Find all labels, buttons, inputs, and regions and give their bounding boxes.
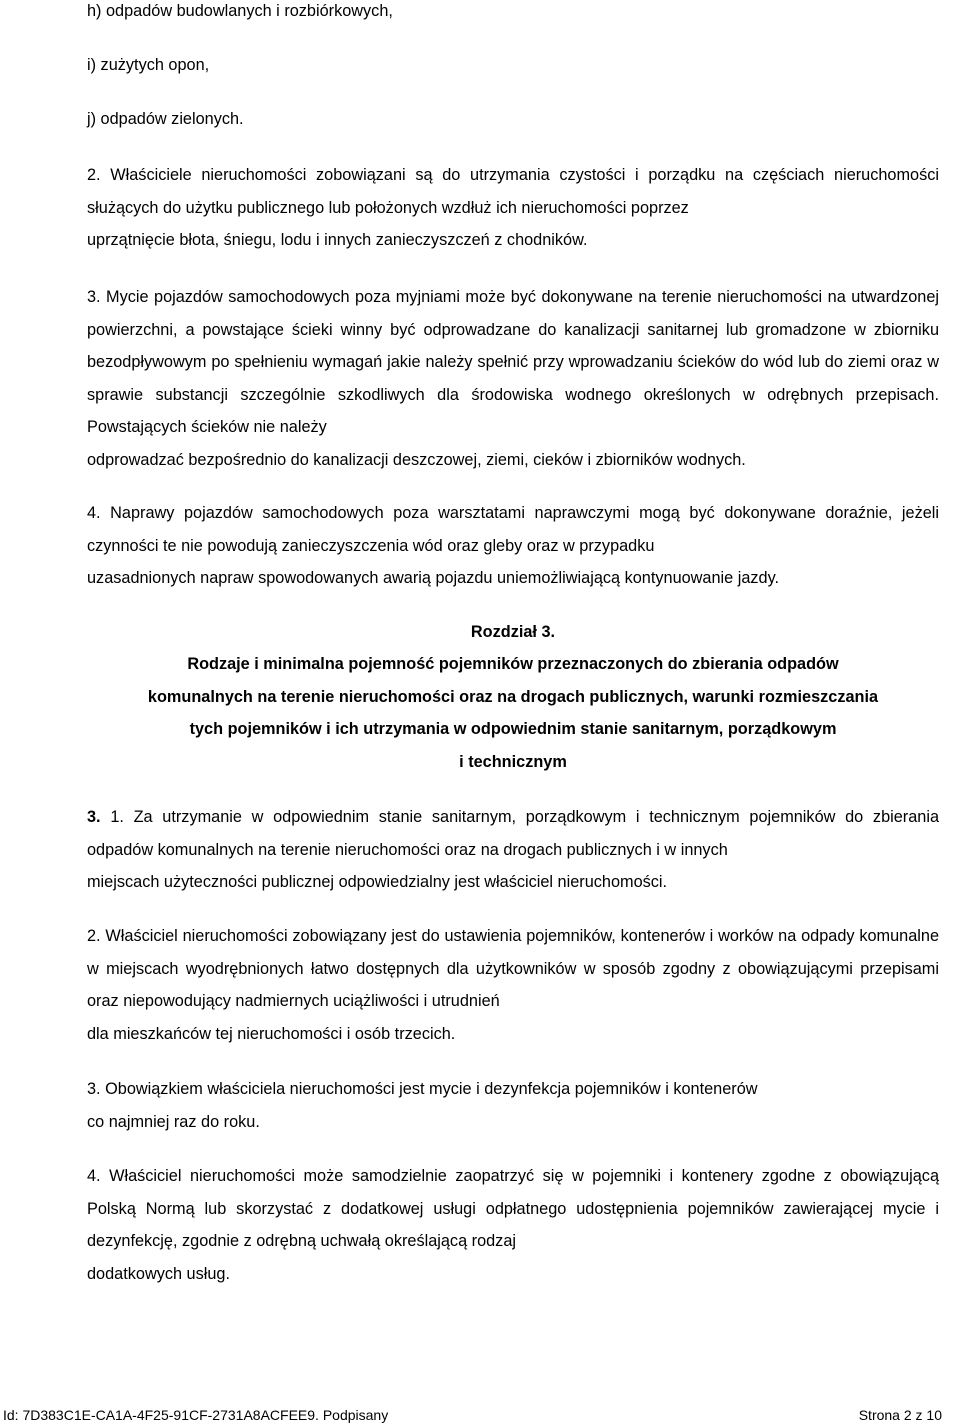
chapter-title: Rodzaje i minimalna pojemność pojemników przeznaczonych do zbierania odpadów komunalnych na terenie nieruchomości oraz na drogach publicznych, warunki rozmieszczania tych pojemników i ich utrzymania w odpowiednim stanie sanitarnym, porządkowym i technicznym [147, 655, 879, 771]
paragraph-3: 3. Mycie pojazdów samochodowych poza myjniami może być dokonywane na terenie nieruchomości na utwardzonej powierzchni, a powstające ścieki winny być odprowadzane do kanalizacji sanitarnej lub gromadzone w zbiorniku bezodpływowym po spełnieniu wymagań jakie należy spełnić przy wprowadzaniu ścieków do wód lub do ziemi oraz w sprawie substancji szczególnie szkodliwych dla środowiska wodnego określonych w odrębnych przepisach. Powstających ścieków nie należy odprowadzać bezpośrednio do kanalizacji deszczowej, ziemi, cieków i zbiorników wodnych. [87, 288, 939, 469]
section-3-paragraph-1: 3. 1. Za utrzymanie w odpowiednim stanie sanitarnym, porządkowym i technicznym pojemników do zbierania odpadów komunalnych na terenie nieruchomości oraz na drogach publicznych i w innych miejscach użyteczności publicznej odpowiedzialny jest właściciel nieruchomości. [87, 808, 939, 891]
section-3-paragraph-2: 2. Właściciel nieruchomości zobowiązany jest do ustawienia pojemników, kontenerów i worków na odpady komunalne w miejscach wyodrębnionych łatwo dostępnych dla użytkowników w sposób zgodny z obowiązującymi przepisami oraz niepowodujący nadmiernych uciążliwości i utrudnień dla mieszkańców tej nieruchomości i osób trzecich. [87, 927, 939, 1043]
list-item-h: h) odpadów budowlanych i rozbiórkowych, [87, 2, 393, 20]
paragraph-2: 2. Właściciele nieruchomości zobowiązani są do utrzymania czystości i porządku na częściach nieruchomości służących do użytku publicznego lub położonych wzdłuż ich nieruchomości poprzez uprzątnięcie błota, śniegu, lodu i innych zanieczyszczeń z chodników. [87, 166, 939, 249]
footer-document-id: Id: 7D383C1E-CA1A-4F25-91CF-2731A8ACFEE9. Podpisany [3, 1407, 389, 1423]
chapter-number: Rozdział 3. [470, 623, 556, 641]
section-number: 3. [87, 808, 101, 826]
section-3-paragraph-3: 3. Obowiązkiem właściciela nieruchomości jest mycie i dezynfekcja pojemników i kontenerów co najmniej raz do roku. [87, 1080, 758, 1131]
list-item-j: j) odpadów zielonych. [87, 110, 244, 128]
section-3-paragraph-4: 4. Właściciel nieruchomości może samodzielnie zaopatrzyć się w pojemniki i kontenery zgodne z obowiązującą Polską Normą lub skorzystać z dodatkowej usługi odpłatnego udostępnienia pojemników zawierającej mycie i dezynfekcję, zgodnie z odrębną uchwałą określającą rodzaj dodatkowych usług. [87, 1167, 939, 1283]
paragraph-4: 4. Naprawy pojazdów samochodowych poza warsztatami naprawczymi mogą być dokonywane doraźnie, jeżeli czynności te nie powodują zanieczyszczenia wód oraz gleby oraz w przypadku uzasadnionych napraw spowodowanych awarią pojazdu uniemożliwiającą kontynuowanie jazdy. [87, 504, 940, 587]
list-item-i: i) zużytych opon, [87, 56, 210, 74]
footer-page-number: Strona 2 z 10 [858, 1407, 942, 1423]
